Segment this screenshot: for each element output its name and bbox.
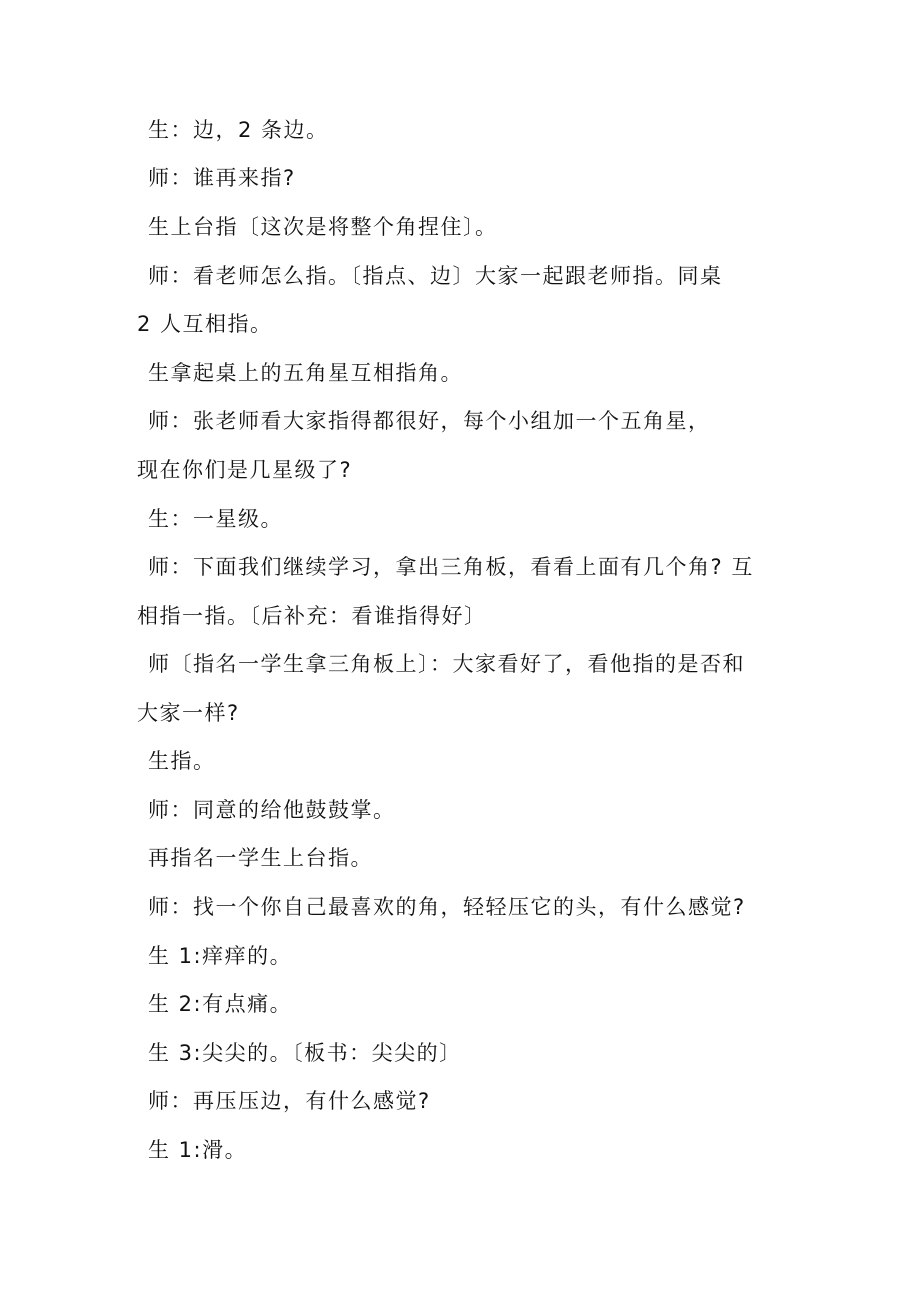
text-line: 再指名一学生上台指。 xyxy=(148,846,373,870)
text-line: 生指。 xyxy=(148,749,216,773)
text-line: 师〔指名一学生拿三角板上〕：大家看好了，看他指的是否和 xyxy=(148,652,745,676)
text-line: 生：一星级。 xyxy=(148,507,283,531)
text-line: 师：找一个你自己最喜欢的角，轻轻压它的头，有什么感觉? xyxy=(148,895,746,919)
text-line: 2 人互相指。 xyxy=(137,312,273,336)
text-line: 生 1:滑。 xyxy=(148,1138,248,1162)
text-line: 师：同意的给他鼓鼓掌。 xyxy=(148,798,396,822)
text-line: 师：再压压边，有什么感觉? xyxy=(148,1089,431,1113)
text-line: 相指一指。〔后补充：看谁指得好〕 xyxy=(137,604,487,628)
text-line: 生 2:有点痛。 xyxy=(148,992,293,1016)
text-line: 生拿起桌上的五角星互相指角。 xyxy=(148,361,463,385)
text-line: 师：看老师怎么指。〔指点、边〕大家一起跟老师指。同桌 xyxy=(148,264,723,288)
text-line: 师：张老师看大家指得都很好，每个小组加一个五角星， xyxy=(148,409,711,433)
text-line: 师：下面我们继续学习，拿出三角板，看看上面有几个角? 互 xyxy=(148,555,754,579)
text-line: 大家一样? xyxy=(137,701,240,725)
text-line: 生上台指〔这次是将整个角捏住〕。 xyxy=(148,215,498,239)
text-line: 生：边，2 条边。 xyxy=(148,118,329,142)
text-line: 生 1:痒痒的。 xyxy=(148,944,293,968)
text-line: 师：谁再来指? xyxy=(148,166,296,190)
text-line: 生 3:尖尖的。〔板书：尖尖的〕 xyxy=(148,1041,462,1065)
text-line: 现在你们是几星级了? xyxy=(137,458,353,482)
